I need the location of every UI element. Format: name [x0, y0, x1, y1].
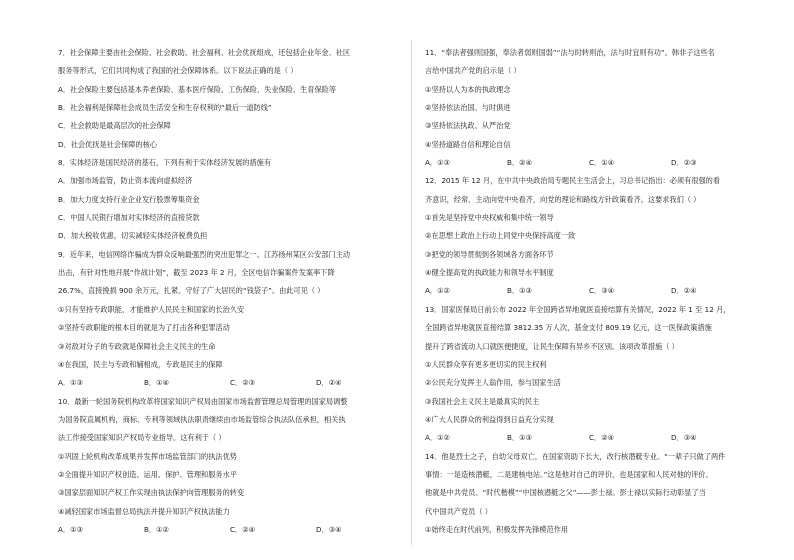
q11-stem-line: 言给中国共产党的启示是（ ） [425, 66, 521, 76]
q14-item: ①始终走在时代前列，积极发挥先锋模范作用 [425, 524, 569, 534]
q12-item: ②在思想上政治上行动上同党中央保持高度一致 [425, 231, 576, 241]
q12-option-b: B．①③ [507, 286, 533, 296]
q12-item: ④健全提高党的执政能力和领导水平制度 [425, 268, 554, 278]
q10-item: ①巩固上轮机构改革成果并发挥市场监管部门的执法优势 [58, 451, 237, 461]
q14-stem-line: 事情：一是造核潜艇，二是建核电站。”这是他对自己的评价，也是国家和人民对他的评价。 [425, 469, 713, 479]
q9-option-a: A．①③ [58, 378, 83, 388]
q13-item: ①人民群众享有更多更切实的民主权利 [425, 359, 547, 369]
q13-options [425, 429, 755, 447]
q10-stem-line: 为国务院直属机构，商标、专利等领域执法职责继续由市场监管综合执法队伍承担，相关执 [58, 414, 346, 424]
q7-option-a: A．社会保险主要包括基本养老保险、基本医疗保险、工伤保险、失业保险、生育保险等 [58, 84, 337, 94]
q10-options [58, 521, 408, 539]
q12-item: ①首先是坚持党中央权威和集中统一领导 [425, 213, 554, 223]
question-11 [425, 44, 755, 172]
q13-item: ④广大人民群众的利益得到日益充分实现 [425, 414, 554, 424]
q9-item: ③对敌对分子的专政就是保障社会主义民主的生命 [58, 341, 216, 351]
q13-item: ③我国社会主义民主是最真实的民主 [425, 396, 540, 406]
q13-item: ②公民充分发挥主人翁作用，参与国家生活 [425, 378, 561, 388]
q9-option-c: C．②③ [230, 378, 256, 388]
q14-stem-line: 代中国共产党员（ ） [425, 506, 492, 516]
q7-stem-line: 服务等形式，它们共同构成了我国的社会保障体系。以下说法正确的是（ ） [58, 66, 298, 76]
q14-stem-line: 14．他是烈士之子，自幼父母双亡，在国家资助下长大，改行核潜艇专业。“一辈子只做了两件 [425, 451, 726, 461]
q9-stem-line: 9．近年来，电信网络诈骗成为群众反响最强烈的突出犯罪之一。江苏扬州某区公安部门主动 [58, 249, 351, 259]
q12-item: ③把党的领导贯彻到各领域各方面各环节 [425, 249, 554, 259]
q9-option-d: D．②④ [316, 378, 342, 388]
q13-stem-line: 13．国家医保局日前公布 2022 年全国跨省异地就医直接结算有关情况，2022 年 1 至 12 月， [425, 304, 731, 314]
question-10 [58, 393, 408, 540]
q9-item: ④在我国，民主与专政和辅相成，专政是民主的保障 [58, 359, 223, 369]
q12-stem-line: 12．2015 年 12 月，在中共中央政治局专题民主生活会上，习总书记指出：必须有很强的看 [425, 176, 721, 186]
q13-stem-line: 提升了跨省流动人口就医便捷度，让民生保障有异乡不区别。该项改革措施（ ） [425, 341, 679, 351]
q12-option-a: A．①② [425, 286, 450, 296]
q11-option-d: D．②③ [671, 158, 697, 168]
q11-item: ③坚持依法执政、从严治党 [425, 121, 511, 131]
q8-option-b: B．加大力度支持行业企业发行股票筹集资金 [58, 194, 200, 204]
question-13 [425, 301, 755, 448]
q10-option-c: C．②④ [230, 524, 256, 534]
q10-option-d: D．③④ [316, 524, 342, 534]
question-12 [425, 172, 755, 300]
q10-stem-line: 10．最新一轮国务院机构改革将国家知识产权局由国家市场监督管理总局管理的国家局调整 [58, 396, 348, 406]
q13-option-c: C．②④ [589, 433, 615, 443]
q7-option-c: C．社会救助是最高层次的社会保障 [58, 121, 171, 131]
q11-options [425, 154, 755, 172]
q9-option-b: B．①④ [144, 378, 170, 388]
q7-option-b: B．社会福利是保障社会成员生活安全和生存权利的“最后一道防线” [58, 103, 272, 113]
q9-stem-line: 出击，有针对性地开展“作战计划”，截至 2023 年 2 月，全区电信诈骗案件发案率下降 [58, 268, 335, 278]
q12-stem-line: 齐意识，经常、主动向党中央看齐，向党的理论和路线方针政策看齐。这要求我们（ ） [425, 194, 701, 204]
q12-option-d: D．②④ [671, 286, 697, 296]
q11-option-c: C．①④ [589, 158, 615, 168]
q10-item: ④减轻国家市场监督总局执法并提升知识产权执法能力 [58, 506, 230, 516]
right-column [425, 44, 755, 539]
q8-option-d: D．加大税收优惠，切实减轻实体经济税费负担 [58, 231, 208, 241]
q10-stem-line: 法工作接受国家知识产权局专业指导。这有利于（ ） [58, 433, 226, 443]
q7-option-d: D．社会优抚是社会保障的核心 [58, 139, 157, 149]
q10-item: ②全面提升知识产权创造、运用、保护、管理和服务水平 [58, 469, 237, 479]
q13-option-b: B．①③ [507, 433, 533, 443]
q11-item: ②坚持依法治国、与时俱进 [425, 103, 511, 113]
q11-stem-line: 11．“奉法者强则国强，奉法者弱则国弱”“法与时转则治，法与时宜则有功”。韩非子这些名 [425, 48, 715, 57]
q8-option-c: C．中国人民银行增加对实体经济的直接贷款 [58, 213, 200, 223]
q10-item: ③国家层面知识产权工作实现由执法保护向管理服务的转变 [58, 488, 245, 498]
q10-option-a: A．①③ [58, 524, 83, 534]
question-8 [58, 154, 408, 246]
q9-item: ②坚持专政职能的根本目的就是为了打击各种犯罪活动 [58, 323, 230, 333]
q11-item: ①坚持以人为本的执政理念 [425, 84, 511, 94]
q10-option-b: B．①② [144, 524, 170, 534]
q12-options [425, 282, 755, 300]
question-9 [58, 246, 408, 393]
q11-option-b: B．②④ [507, 158, 533, 168]
q9-item: ①只有坚持专政职能，才能维护人民民主和国家的长治久安 [58, 304, 245, 314]
left-column [58, 44, 408, 539]
question-14 [425, 448, 755, 540]
q9-options [58, 374, 408, 392]
q7-stem-line: 7．社会保障主要由社会保险、社会救助、社会福利、社会优抚组成，还包括企业年金、社区 [58, 48, 351, 57]
q13-option-d: D．③④ [671, 433, 697, 443]
q13-option-a: A．①② [425, 433, 450, 443]
q13-stem-line: 全国跨省异地就医直接结算 3812.35 万人次，基金支付 809.19 亿元，这一医保政策措施 [425, 323, 712, 333]
q8-option-a: A．加强市场监管，防止资本流向虚拟经济 [58, 176, 193, 186]
column-divider [411, 40, 412, 545]
question-7 [58, 44, 408, 154]
q14-stem-line: 他就是中共党员、“时代楷模”“中国核潜艇之父”——彭士禄。彭士禄以实际行动彰显了当 [425, 488, 706, 498]
q8-stem-line: 8．实体经济是国民经济的基石，下列有利于实体经济发展的措施有 [58, 158, 272, 168]
q11-option-a: A．①③ [425, 158, 450, 168]
q11-item: ④坚持道路自信和理论自信 [425, 139, 511, 149]
q12-option-c: C．③④ [589, 286, 615, 296]
q9-stem-line: 26.7%，直接挽损 900 余万元，扎紧、守好了广大居民的“钱袋子”。由此可见（ ） [58, 286, 325, 296]
